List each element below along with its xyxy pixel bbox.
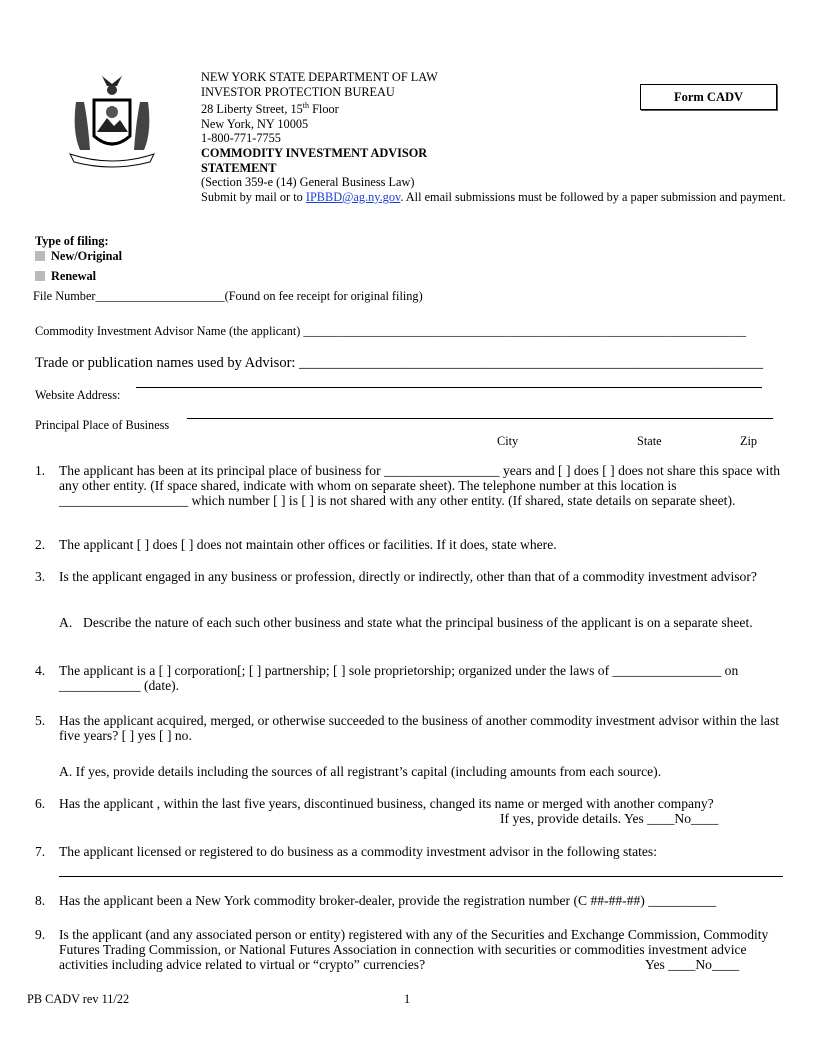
question-8: [35, 893, 795, 908]
phone: 1-800-771-7755: [201, 131, 281, 146]
city-label: City: [497, 434, 519, 448]
option-new-original[interactable]: [35, 249, 122, 264]
agency-name: NEW YORK STATE DEPARTMENT OF LAW: [201, 70, 438, 84]
item-text: Is the applicant engaged in any business or profession, directly or indirectly, other than that of a commodity investment advisor?: [59, 569, 757, 584]
option-label: Renewal: [51, 269, 97, 283]
bureau-name: INVESTOR PROTECTION BUREAU: [201, 84, 395, 99]
item-text: The applicant licensed or registered to do business as a commodity investment advisor in the following states:: [59, 844, 657, 859]
question-5a: [35, 764, 795, 779]
question-4: [35, 663, 795, 693]
option-label: New/Original: [51, 249, 123, 263]
doc-title-1: COMMODITY INVESTMENT ADVISOR: [201, 146, 428, 161]
address-suffix: th: [302, 101, 310, 111]
item-text: Describe the nature of each such other business and state what the principal business of the applicant is on a separate sheet.: [83, 615, 753, 630]
item-number: 2.: [35, 537, 46, 552]
checkbox-icon[interactable]: [35, 271, 45, 281]
submit-text-2: . All email submissions must be followed by a paper submission and payment.: [400, 189, 786, 204]
principal-place-input-line[interactable]: [187, 418, 773, 419]
item-number: A.: [59, 615, 73, 630]
question-5: [35, 713, 795, 743]
revision-label: PB CADV rev 11/22: [27, 992, 130, 1006]
doc-title-2: STATEMENT: [201, 160, 277, 175]
item-number: 4.: [35, 663, 46, 678]
trade-names-field[interactable]: Trade or publication names used by Advisor: ________________________________________________________________: [35, 355, 764, 371]
page-number: 1: [404, 992, 411, 1006]
yes-no-field[interactable]: If yes, provide details. Yes ____No____: [500, 811, 719, 827]
checkbox-icon[interactable]: [35, 251, 45, 261]
item-number: 1.: [35, 463, 46, 478]
states-input-line[interactable]: [59, 876, 783, 877]
principal-place-label: Principal Place of Business: [35, 418, 170, 432]
item-number: 6.: [35, 796, 46, 811]
website-label: Website Address:: [35, 388, 121, 402]
item-text: Has the applicant , within the last five years, discontinued business, changed its name or merged with another company?: [59, 796, 714, 811]
item-number: 9.: [35, 927, 46, 942]
item-number: 7.: [35, 844, 46, 859]
file-number-field[interactable]: File Number_____________________(Found on fee receipt for original filing): [33, 289, 423, 303]
item-number: 5.: [35, 713, 46, 728]
advisor-name-field[interactable]: Commodity Investment Advisor Name (the applicant) ________________________________________________________________________: [35, 324, 747, 338]
question-7: [35, 844, 795, 859]
submit-text: Submit by mail or to: [201, 189, 306, 204]
submit-instructions: [201, 190, 801, 205]
question-2: [35, 537, 795, 552]
question-3: [35, 569, 795, 584]
state-label: State: [637, 434, 662, 448]
item-number: 8.: [35, 893, 46, 908]
item-text: The applicant has been at its principal place of business for _________________ years and [ ] does [ ] does not share this space with any other entity. (If space shared, indicate with whom on separate sheet). The telephone number at this location is ___________________ which number [ ] is [ ] is not shared with any other entity. (If shared, state details on separate sheet).: [59, 463, 781, 509]
email-link[interactable]: IPBBD@ag.ny.gov: [305, 189, 401, 204]
address-street: 28 Liberty Street, 15: [201, 102, 303, 117]
yes-no-field[interactable]: Yes ____No____: [645, 957, 740, 972]
question-1: [35, 463, 795, 509]
form-label-box: Form CADV: [640, 84, 777, 110]
item-text: Has the applicant been a New York commodity broker-dealer, provide the registration number (C ##-##-##) __________: [59, 893, 717, 908]
item-text: The applicant is a [ ] corporation[; [ ] partnership; [ ] sole proprietorship; organized under the laws of ________________ on ____________ (date).: [59, 663, 739, 694]
question-9: [35, 927, 795, 973]
website-input-line[interactable]: [136, 387, 762, 388]
item-text: Is the applicant (and any associated person or entity) registered with any of the Securities and Exchange Commission, Commodity Futures Trading Commission, or National Futures Association in connection with securities or commodities investment advice activities including advice related to virtual or “crypto” currencies?: [59, 927, 769, 973]
address-floor: Floor: [309, 102, 339, 117]
option-renewal[interactable]: [35, 269, 96, 284]
zip-label: Zip: [740, 434, 758, 448]
law-reference: (Section 359-e (14) General Business Law): [201, 175, 415, 190]
question-3a: [59, 615, 779, 630]
item-text: Has the applicant acquired, merged, or otherwise succeeded to the business of another commodity investment advisor within the last five years? [ ] yes [ ] no.: [59, 713, 780, 744]
item-text: A. If yes, provide details including the sources of all registrant’s capital (including amounts from each source).: [59, 764, 662, 779]
item-text: The applicant [ ] does [ ] does not maintain other offices or facilities. If it does, state where.: [59, 537, 557, 552]
ny-state-seal-logo: [62, 72, 162, 168]
city-state: New York, NY 10005: [201, 116, 309, 131]
filing-type-label: Type of filing:: [35, 234, 109, 248]
item-number: 3.: [35, 569, 46, 584]
question-6: [35, 796, 795, 826]
